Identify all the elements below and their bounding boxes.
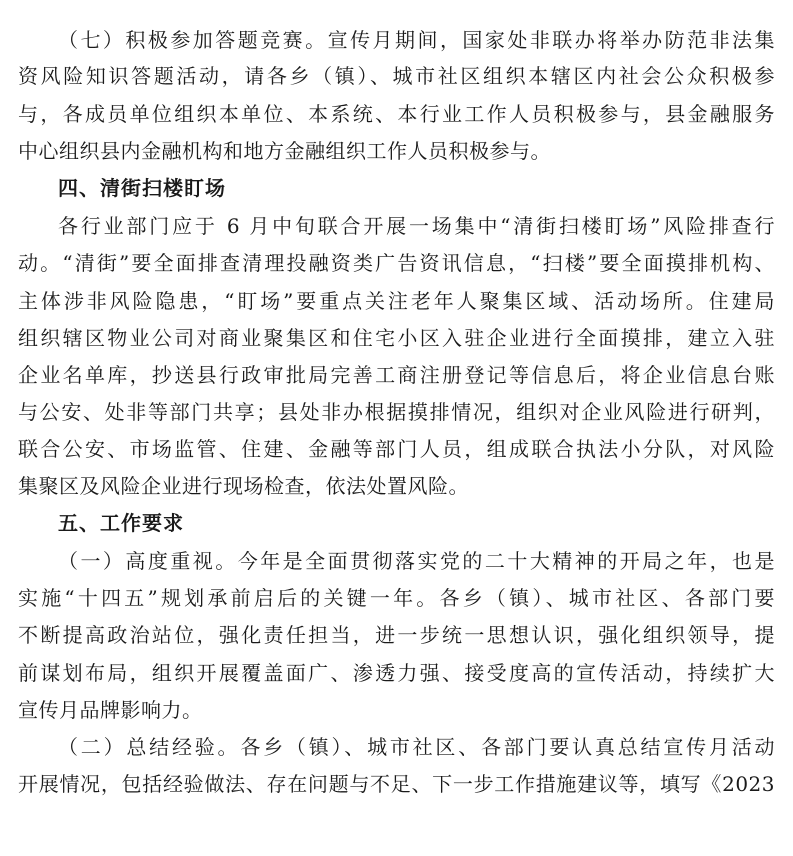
paragraph-line: 前谋划布局，组织开展覆盖面广、渗透力强、接受度高的宣传活动，持续扩大 <box>18 661 775 685</box>
paragraph-line: 实施“十四五”规划承前启后的关键一年。各乡（镇）、城市社区、各部门要 <box>18 586 775 610</box>
section-heading: 五、工作要求 <box>58 511 184 535</box>
paragraph-line: （七）积极参加答题竞赛。宣传月期间，国家处非联办将举办防范非法集 <box>58 28 775 52</box>
section-heading: 四、清街扫楼盯场 <box>58 176 226 200</box>
paragraph-line: 中心组织县内金融机构和地方金融组织工作人员积极参与。 <box>18 139 551 163</box>
paragraph-line: 集聚区及风险企业进行现场检查，依法处置风险。 <box>18 474 469 498</box>
paragraph-line: 与公安、处非等部门共享；县处非办根据摸排情况，组织对企业风险进行研判， <box>18 400 775 424</box>
paragraph-line: 主体涉非风险隐患，“盯场”要重点关注老年人聚集区域、活动场所。住建局 <box>18 289 775 313</box>
paragraph-line: （二）总结经验。各乡（镇）、城市社区、各部门要认真总结宣传月活动 <box>58 735 775 759</box>
paragraph-line: 资风险知识答题活动，请各乡（镇）、城市社区组织本辖区内社会公众积极参 <box>18 64 775 88</box>
paragraph-line: 各行业部门应于 6 月中旬联合开展一场集中“清街扫楼盯场”风险排查行 <box>58 214 775 238</box>
paragraph-line: 开展情况，包括经验做法、存在问题与不足、下一步工作措施建议等，填写《2023 <box>18 772 775 796</box>
paragraph-line: 企业名单库，抄送县行政审批局完善工商注册登记等信息后，将企业信息台账 <box>18 363 775 387</box>
paragraph-line: 宣传月品牌影响力。 <box>18 698 203 722</box>
paragraph-line: 与，各成员单位组织本单位、本系统、本行业工作人员积极参与，县金融服务 <box>18 102 775 126</box>
paragraph-line: 组织辖区物业公司对商业聚集区和住宅小区入驻企业进行全面摸排，建立入驻 <box>18 326 775 350</box>
paragraph-line: 不断提高政治站位，强化责任担当，进一步统一思想认识，强化组织领导，提 <box>18 623 775 647</box>
paragraph-line: 联合公安、市场监管、住建、金融等部门人员，组成联合执法小分队，对风险 <box>18 437 775 461</box>
paragraph-line: 动。“清街”要全面排查清理投融资类广告资讯信息，“扫楼”要全面摸排机构、 <box>18 251 775 275</box>
paragraph-line: （一）高度重视。今年是全面贯彻落实党的二十大精神的开局之年，也是 <box>58 549 775 573</box>
